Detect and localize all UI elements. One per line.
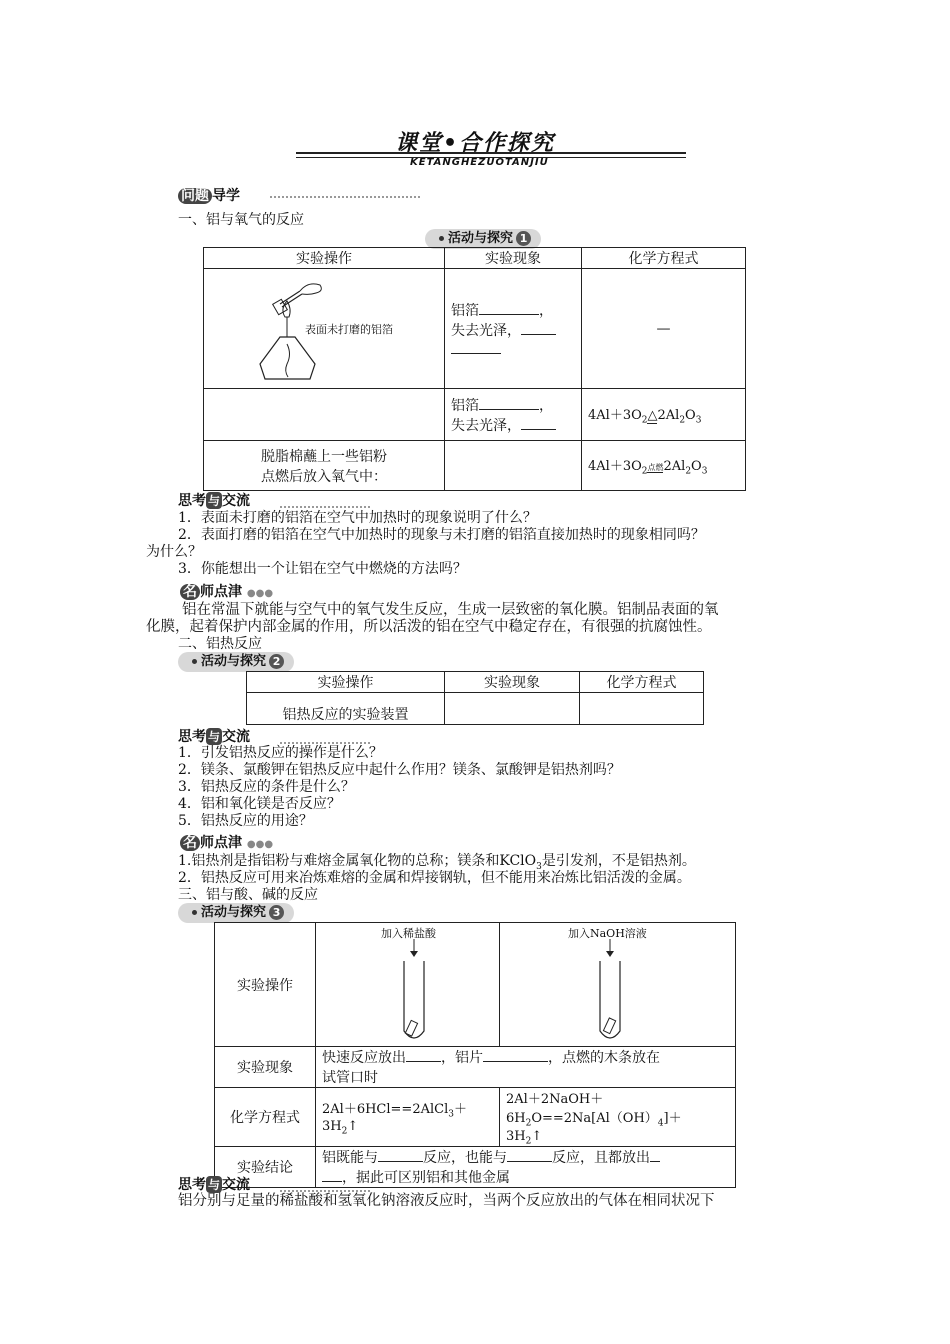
dots-divider [280, 1190, 370, 1192]
table-cell: 铝箔 ， 失去光泽， [445, 269, 582, 389]
bullet-icon [192, 659, 197, 664]
answer-blank[interactable] [479, 396, 539, 410]
page-subtitle: KETANGHEZUOTANJIU [410, 157, 549, 168]
equation-part: 4Al＋3O [588, 407, 642, 423]
table-cell-empty [580, 693, 704, 725]
section-1-heading: 一、铝与氧气的反应 [178, 212, 304, 228]
table-header: 实验操作 [204, 248, 445, 269]
answer-blank[interactable] [521, 416, 556, 430]
operation-text: 脱脂棉蘸上一些铝粉 [261, 448, 387, 465]
page-title: 课堂•合作探究 [395, 131, 556, 156]
equation-sub: 2 [641, 466, 648, 477]
tip-heading [180, 832, 273, 852]
activity-3-number: 3 [269, 905, 284, 920]
answer-blank[interactable] [479, 301, 539, 315]
table-cell: 铝箔 ， 失去光泽， [445, 389, 582, 441]
dots-divider [280, 742, 370, 744]
row-label: 实验结论 [215, 1147, 316, 1188]
think-heading [178, 726, 250, 746]
table-cell: 快速反应放出 ，铝片 ，点燃的木条放在 试管口时 [316, 1047, 736, 1088]
test-tube-1-figure [316, 923, 499, 1046]
equation-cell [582, 389, 746, 441]
answer-blank[interactable] [650, 1148, 660, 1162]
question: 3．铝热反应的条件是什么？ [178, 779, 355, 795]
test-tube-2-figure [500, 923, 720, 1046]
activity-3-label: 活动与探究 [201, 905, 267, 920]
question: 3．你能想出一个让铝在空气中燃烧的方法吗？ [178, 561, 467, 577]
equation-cell: 2Al＋2NaOH＋ $6H_2O==2Na[Al(OH)_4]+$ $3H_2↑$ [500, 1088, 736, 1147]
table-cell-empty [445, 693, 580, 725]
activity-2-table [246, 671, 704, 725]
tip-label-a: 名 [180, 584, 200, 600]
equation-cell: 2Al＋6HCl==2AlCl$_3$＋ $3H_2↑$ [316, 1088, 500, 1147]
operation-text: 点燃后放入氧气中： [261, 468, 387, 485]
figure-label: 表面未打磨的铝箔 [305, 323, 393, 336]
row-label: 化学方程式 [215, 1088, 316, 1147]
phenomenon-text: 失去光泽， [451, 322, 521, 339]
think-label-b: 交流 [222, 729, 251, 745]
question: 1．表面未打磨的铝箔在空气中加热时的现象说明了什么？ [178, 510, 537, 526]
table-cell [204, 441, 445, 491]
tube-figure-cell [316, 923, 500, 1047]
think-heading [178, 1174, 250, 1194]
think-label-b: 交流 [222, 1177, 251, 1193]
equation-part: 2Al [663, 458, 686, 474]
table-cell-empty [445, 441, 582, 491]
dots-divider [270, 196, 420, 198]
think-label-yu: 与 [208, 494, 221, 508]
tip-paragraph: 铝在常温下就能与空气中的氧气发生反应，生成一层致密的氧化膜。铝制品表面的氧 [182, 602, 719, 618]
answer-blank[interactable] [378, 1148, 423, 1162]
tube-2-label: 加入NaOH溶液 [568, 927, 647, 940]
activity-1-badge [425, 229, 541, 249]
think-label-a: 思考 [178, 729, 206, 745]
equation-condition: 点燃 [647, 462, 664, 472]
question: 4．铝和氧化镁是否反应？ [178, 796, 341, 812]
answer-blank[interactable] [451, 340, 501, 354]
think-heading [178, 490, 250, 510]
table-header: 实验现象 [445, 672, 580, 693]
dots-divider [280, 506, 370, 508]
tube-figure-cell [500, 923, 736, 1047]
question: 2．表面打磨的铝箔在空气中加热时的现象与未打磨的铝箔直接加热时的现象相同吗？ [178, 527, 705, 543]
equation-sub: 2 [641, 415, 648, 426]
tip-label-b: 师点津 [200, 584, 242, 600]
activity-2-number: 2 [269, 654, 284, 669]
section-2-heading: 二、铝热反应 [178, 636, 262, 652]
table-cell: 铝既能与 反应，也能与 反应，且都放出 ，据此可区别铝和其他金属 [316, 1147, 736, 1188]
table-header: 化学方程式 [580, 672, 704, 693]
question: 为什么？ [146, 544, 202, 560]
tip-heading [180, 581, 273, 601]
question: 2．镁条、氯酸钾在铝热反应中起什么作用？镁条、氯酸钾是铝热剂吗？ [178, 762, 621, 778]
question: 1．引发铝热反应的操作是什么？ [178, 745, 383, 761]
heat-triangle-icon: △ [647, 407, 658, 423]
tip-label-b: 师点津 [200, 835, 242, 851]
think-label-yu: 与 [208, 1178, 221, 1192]
think-label-a: 思考 [178, 1177, 206, 1193]
table-header: 实验现象 [445, 248, 582, 269]
answer-blank[interactable] [507, 1148, 552, 1162]
think-label-b: 交流 [222, 493, 251, 509]
equation-part: O [685, 407, 696, 423]
section-3-heading: 三、铝与酸、碱的反应 [178, 887, 318, 903]
activity-1-label: 活动与探究 [448, 231, 514, 246]
phenomenon-text: 铝箔 [451, 397, 479, 414]
wenti-label-a: 问题 [178, 188, 212, 204]
equation-sub: 2 [679, 415, 686, 426]
activity-2-badge [178, 652, 294, 672]
tip-paragraph: 2．铝热反应可用来冶炼难熔的金属和焊接钢轨，但不能用来冶炼比铝活泼的金属。 [178, 870, 691, 886]
answer-blank[interactable] [483, 1048, 548, 1062]
equation-cell: — [582, 269, 746, 389]
answer-blank[interactable] [521, 321, 556, 335]
equation-cell [582, 441, 746, 491]
table-header: 实验操作 [247, 672, 445, 693]
tip-label-a: 名 [180, 835, 200, 851]
activity-1-table [203, 247, 746, 491]
activity-3-table [214, 922, 736, 1188]
question: 5．铝热反应的用途？ [178, 813, 313, 829]
activity-3-badge [178, 903, 294, 923]
bullet-icon [439, 236, 444, 241]
phenomenon-text: 失去光泽， [451, 417, 521, 434]
row-label: 实验操作 [215, 923, 316, 1047]
equation-sub: 3 [695, 415, 702, 426]
paragraph: 铝分别与足量的稀盐酸和氢氧化钠溶液反应时，当两个反应放出的气体在相同状况下 [178, 1193, 715, 1209]
table-cell-empty [204, 389, 445, 441]
think-label-yu: 与 [208, 730, 221, 744]
wenti-heading [178, 185, 240, 205]
equation-part: 4Al＋3O [588, 458, 642, 474]
tip-paragraph: 1.铝热剂是指铝粉与难熔金属氧化物的总称；镁条和KClO$_3$是引发剂，不是铝热剂。 [178, 853, 696, 872]
table-header: 化学方程式 [582, 248, 746, 269]
tube-1-label: 加入稀盐酸 [381, 927, 436, 940]
equation-sub: 2 [685, 466, 692, 477]
activity-1-number: 1 [516, 231, 531, 246]
dots-decor: ●●● [246, 839, 274, 850]
tip-paragraph: 化膜，起着保护内部金属的作用，所以活泼的铝在空气中稳定存在，有很强的抗腐蚀性。 [146, 619, 712, 635]
row-label: 实验现象 [215, 1047, 316, 1088]
think-label-a: 思考 [178, 493, 206, 509]
wenti-label-b: 导学 [212, 188, 240, 204]
phenomenon-text: 铝箔 [451, 302, 479, 319]
equation-part: 2Al [657, 407, 680, 423]
equation-sub: 3 [701, 466, 708, 477]
bullet-icon [192, 910, 197, 915]
equation-part: O [691, 458, 702, 474]
answer-blank[interactable] [322, 1168, 342, 1182]
table-cell: 铝热反应的实验装置 [247, 693, 445, 725]
table-cell-figure [204, 269, 445, 389]
activity-2-label: 活动与探究 [201, 654, 267, 669]
answer-blank[interactable] [406, 1048, 441, 1062]
dots-decor: ●●● [246, 588, 274, 599]
